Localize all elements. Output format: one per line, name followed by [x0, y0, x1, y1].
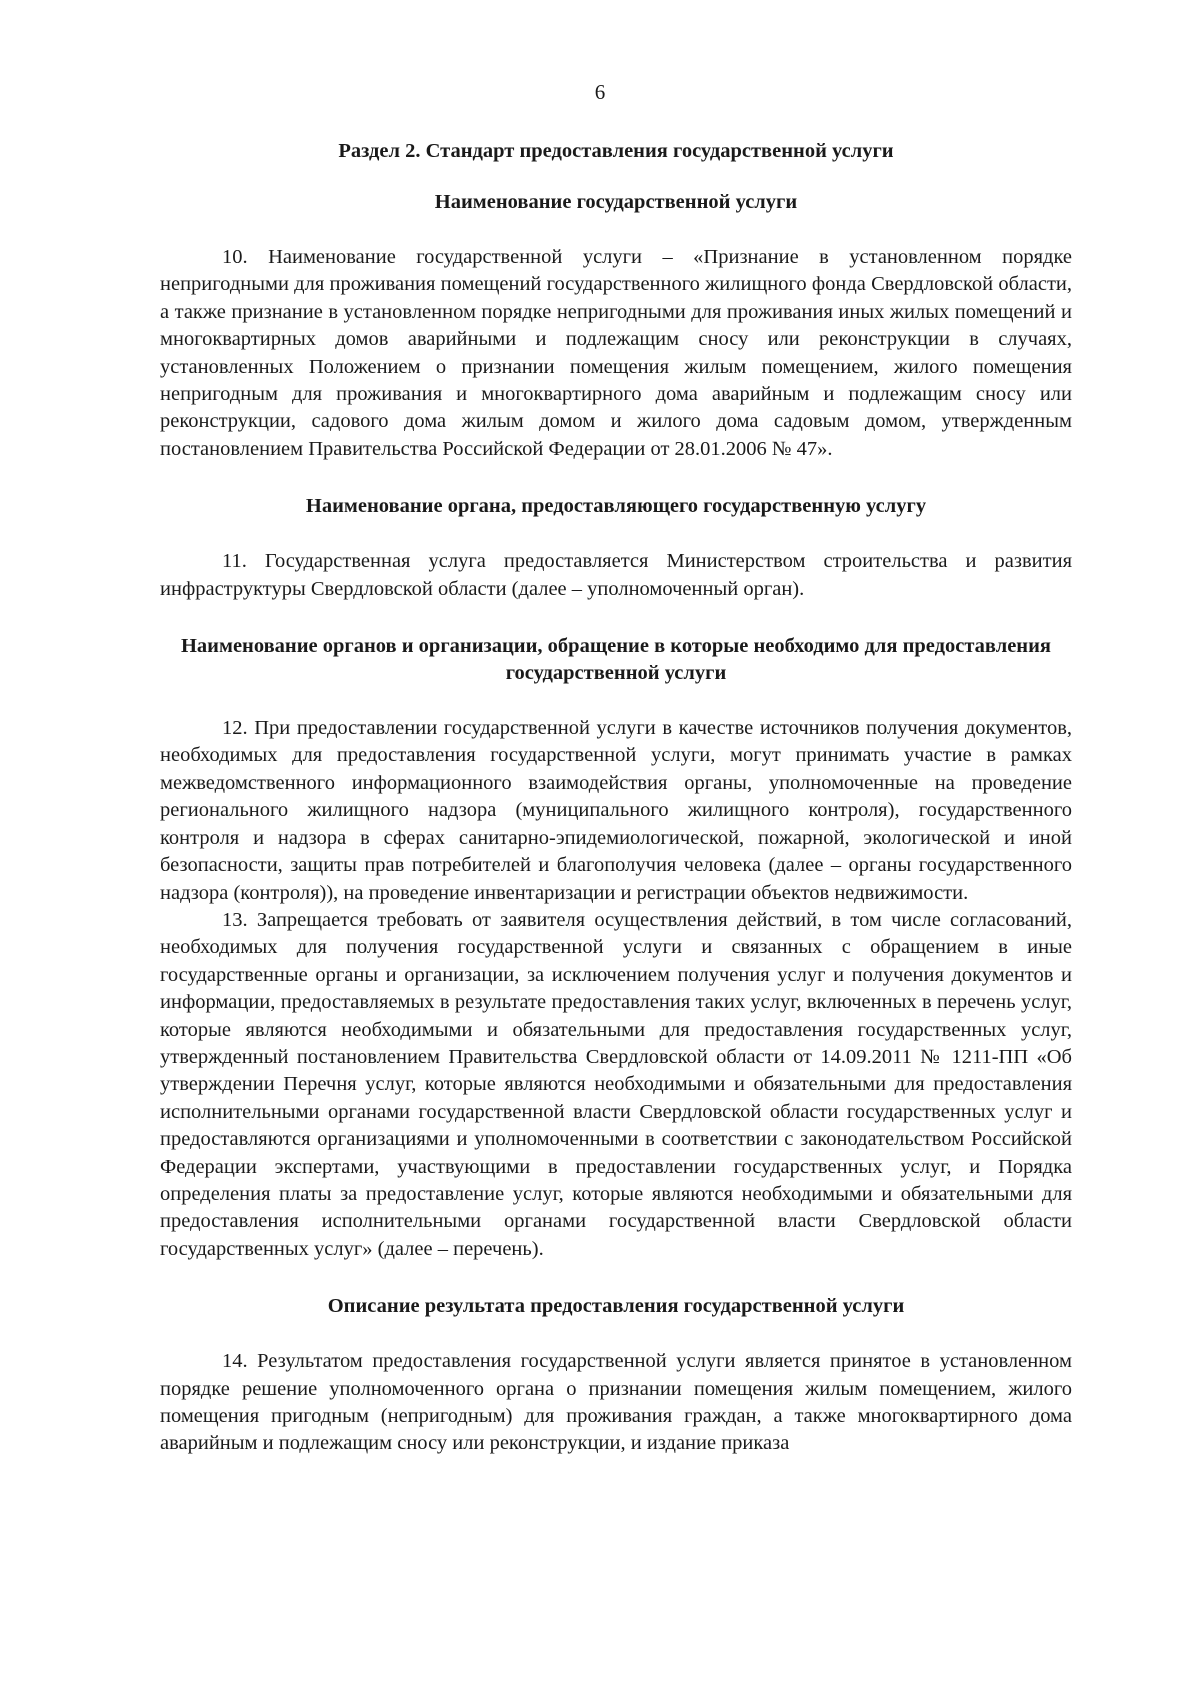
heading-service-name: Наименование государственной услуги	[434, 191, 798, 213]
paragraph-14: 14. Результатом предоставления государственной услуги является принятое в установленном порядке решение уполномоченного органа о признании помещения жилым помещением, жилого помещения пригодным (непригодным) для проживания граждан, а также многоквартирного дома аварийным и подлежащим сносу или реконструкции, и издание приказа	[160, 1350, 1072, 1455]
section-title: Раздел 2. Стандарт предоставления государственной услуги	[338, 140, 894, 162]
block-provider-body	[160, 493, 1072, 603]
document-body	[160, 138, 1072, 1458]
heading-involved-organizations: Наименование органов и организации, обращение в которые необходимо для предоставления государственной услуги	[180, 635, 1052, 685]
block-service-name	[160, 189, 1072, 463]
block-involved-organizations	[160, 633, 1072, 1263]
heading-service-result: Описание результата предоставления государственной услуги	[327, 1295, 905, 1318]
block-service-result	[160, 1293, 1072, 1458]
page-number: 6	[594, 80, 606, 104]
paragraph-11: 11. Государственная услуга предоставляется Министерством строительства и развития инфраструктуры Свердловской области (далее – уполномоченный орган).	[160, 550, 1072, 600]
paragraph-10: 10. Наименование государственной услуги – «Признание в установленном порядке непригодными для проживания помещений государственного жилищного фонда Свердловской области, а также признание в установленном порядке непригодными для проживания иных жилых помещений и многоквартирных домов аварийными и подлежащим сносу или реконструкции в случаях, установленных Положением о признании помещения жилым помещением, жилого помещения непригодным для проживания и многоквартирного дома аварийным и подлежащим сносу или реконструкции, садового дома жилым домом и жилого дома садовым домом, утвержденным постановлением Правительства Российской Федерации от 28.01.2006 № 47».	[160, 246, 1072, 460]
paragraph-13: 13. Запрещается требовать от заявителя осуществления действий, в том числе согласований, необходимых для получения государственной услуги и связанных с обращением в иные государственные органы и организации, за исключением получения услуг и получения документов и информации, предоставляемых в результате предоставления таких услуг, включенных в перечень услуг, которые являются необходимыми и обязательными для предоставления государственных услуг, утвержденный постановлением Правительства Свердловской области от 14.09.2011 № 1211-ПП «Об утверждении Перечня услуг, которые являются необходимыми и обязательными для предоставления исполнительными органами государственной власти Свердловской области государственных услуг и предоставляются организациями и уполномоченными в соответствии с законодательством Российской Федерации экспертами, участвующими в предоставлении государственных услуг, и Порядка определения платы за предоставление услуг, которые являются необходимыми и обязательными для предоставления исполнительными органами государственной власти Свердловской области государственных услуг» (далее – перечень).	[160, 908, 1072, 1260]
heading-provider-body: Наименование органа, предоставляющего государственную услугу	[305, 495, 927, 518]
paragraph-12: 12. При предоставлении государственной услуги в качестве источников получения документов, необходимых для предоставления государственной услуги, могут принимать участие в рамках межведомственного информационного взаимодействия органы, уполномоченные на проведение регионального жилищного надзора (муниципального жилищного контроля), государственного контроля и надзора в сферах санитарно-эпидемиологической, пожарной, экологической и иной безопасности, защиты прав потребителей и благополучия человека (далее – органы государственного надзора (контроля)), на проведение инвентаризации и регистрации объектов недвижимости.	[160, 717, 1072, 904]
